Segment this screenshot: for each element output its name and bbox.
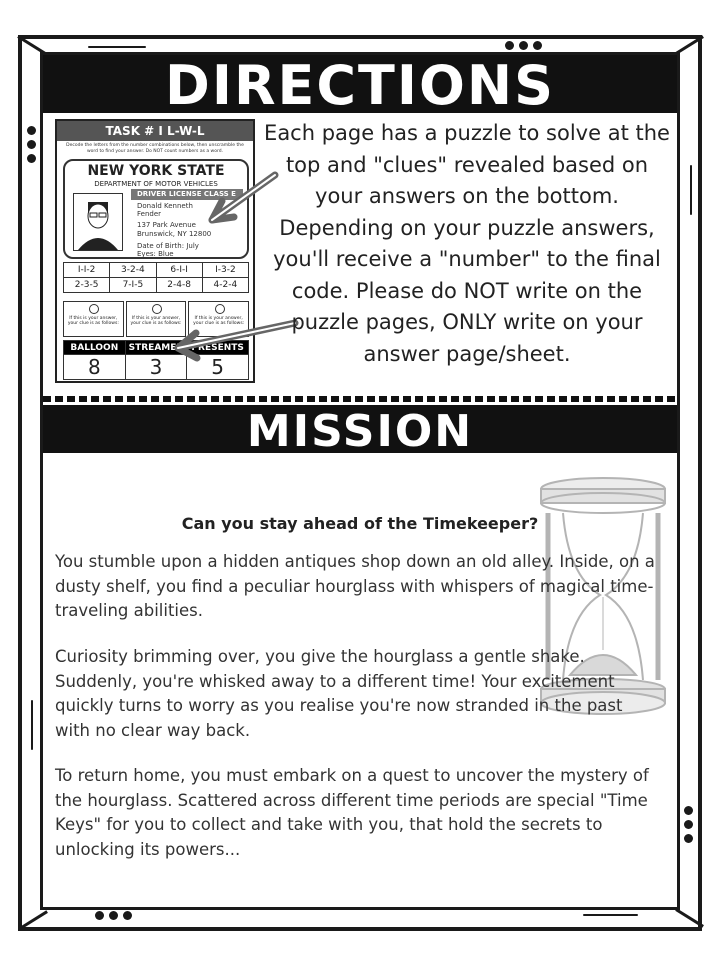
- clue-box: If this is your answer, your clue is as follows:: [126, 301, 187, 337]
- code-cell: 2-3-5: [64, 278, 110, 293]
- license-band: DRIVER LICENSE CLASS E: [131, 189, 243, 200]
- license-address-line2: Brunswick, NY 12800: [137, 230, 212, 238]
- code-cell: I-I-2: [64, 263, 110, 278]
- license-dob: Date of Birth: July: [137, 242, 199, 250]
- license-address-line1: 137 Park Avenue: [137, 221, 196, 229]
- mission-heading: MISSION: [43, 405, 677, 453]
- mission-question: Can you stay ahead of the Timekeeper?: [181, 514, 539, 533]
- answer-number: 8: [64, 355, 126, 380]
- code-cell: 2-4-8: [156, 278, 202, 293]
- license-title: NEW YORK STATE: [87, 163, 225, 179]
- frame-squiggle: [690, 165, 692, 215]
- answer-label: PRESENTS: [187, 341, 249, 355]
- clue-box: If this is your answer, your clue is as follows:: [188, 301, 249, 337]
- task-title: TASK # I L-W-L: [57, 121, 253, 141]
- answer-number: 3: [125, 355, 187, 380]
- answer-label: BALLOON: [64, 341, 126, 355]
- frame-dots-right: [684, 806, 693, 843]
- license-photo: [73, 193, 123, 251]
- clue-box: If this is your answer, your clue is as follows:: [63, 301, 124, 337]
- frame-squiggle: [88, 46, 146, 48]
- code-cell: 4-2-4: [202, 278, 248, 293]
- frame-dots-bottom: [95, 911, 132, 920]
- code-cell: I-3-2: [202, 263, 248, 278]
- frame-dots-left: [27, 126, 36, 163]
- directions-text: Each page has a puzzle to solve at the top and "clues" revealed based on your answers on the bottom. Depending on your puzzle answers, you'll receive a "number" to the final code. Please do NOT write on the puzzle pages, ONLY write on your answer page/sheet.: [264, 121, 670, 366]
- directions-heading: DIRECTIONS: [43, 55, 677, 113]
- mission-paragraph-2: Curiosity brimming over, you give the hourglass a gentle shake. Suddenly, you're whisked away to a different time! Your excitement quickly turns to worry as you realise you're now stranded in the past with no clear way back.: [55, 647, 623, 740]
- license-name: Donald Kenneth Fender: [137, 202, 193, 218]
- code-cell: 6-I-I: [156, 263, 202, 278]
- code-cell: 7-I-5: [110, 278, 156, 293]
- frame-squiggle: [31, 700, 33, 750]
- task-intro: Decode the letters from the number combinations below, then unscramble the word to find your answer. Do NOT count numbers as a word.: [66, 143, 244, 154]
- frame-squiggle: [583, 914, 638, 916]
- mission-paragraph-3: To return home, you must embark on a quest to uncover the mystery of the hourglass. Scattered across different time periods are special "Time Keys" for you to collect and take with you, that hold the secrets to unlocking its powers...: [55, 766, 649, 859]
- answer-label: STREAMER: [125, 341, 187, 355]
- answer-number: 5: [187, 355, 249, 380]
- section-divider: [43, 396, 677, 402]
- license-eyes: Eyes: Blue: [137, 250, 174, 258]
- frame-dots-top: [505, 41, 542, 50]
- mission-paragraph-1: You stumble upon a hidden antiques shop down an old alley. Inside, on a dusty shelf, you find a peculiar hourglass with whispers of magical time-traveling abilities.: [55, 552, 655, 620]
- code-cell: 3-2-4: [110, 263, 156, 278]
- license-subtitle: DEPARTMENT OF MOTOR VEHICLES: [94, 180, 218, 188]
